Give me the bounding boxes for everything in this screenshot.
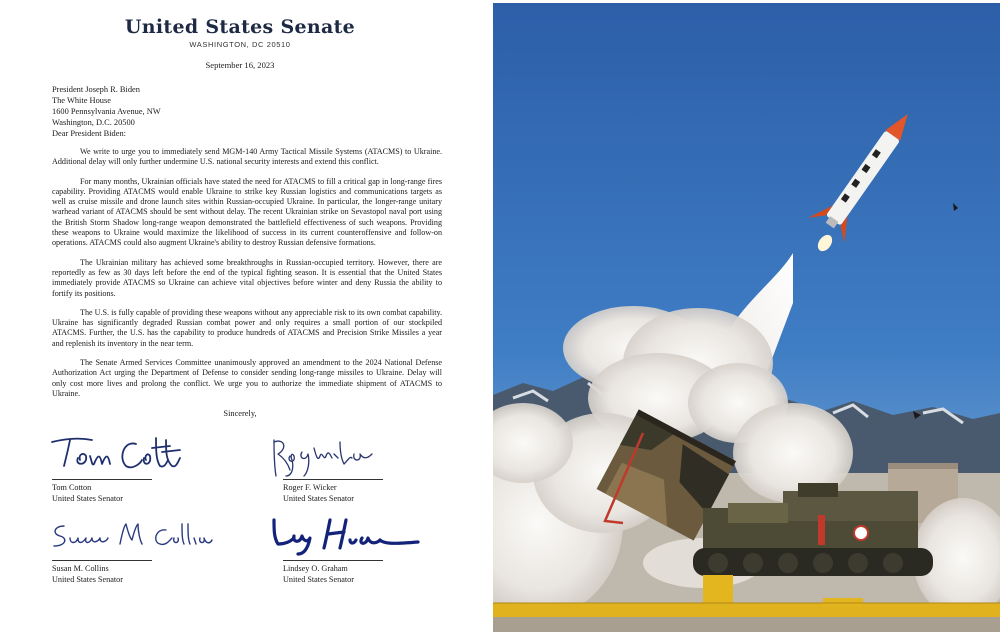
- signature-block-collins: [52, 560, 152, 585]
- signature-line: [52, 560, 152, 561]
- yellow-barrier: [493, 603, 1000, 617]
- atacms-launch-photo: [493, 3, 1000, 632]
- signature-roger-wicker: [268, 432, 378, 482]
- recipient-line: President Joseph R. Biden: [52, 85, 140, 94]
- signature-block-graham: [283, 560, 383, 585]
- warning-sign: [854, 526, 868, 540]
- letterhead-address: WASHINGTON, DC 20510: [189, 40, 291, 49]
- signature-susan-collins: [48, 518, 218, 556]
- letter-body: [52, 147, 442, 408]
- signature-block-wicker: [283, 479, 383, 504]
- signature-line: [283, 560, 383, 561]
- body-paragraph: The Ukrainian military has achieved some breakthroughs in Russian-occupied territory. However, there are reportedly as few as 30 days left before the end of the typical fighting season. It is essential that the United States immediately provide ATACMS so Ukraine can achieve vital objectives before winter and deny Russia the ability to fortify its positions.: [52, 257, 442, 298]
- signature-lindsey-graham: [268, 514, 428, 558]
- missile-launch-image: [493, 3, 1000, 632]
- body-paragraph: We write to urge you to immediately send MGM-140 Army Tactical Missile Systems (ATACMS) to Ukraine. Additional delay will only further undermine U.S. national security interests and extend this conflict.: [52, 147, 442, 167]
- closing: Sincerely,: [223, 409, 257, 418]
- recipient-address: [52, 84, 161, 128]
- recipient-line: 1600 Pennsylvania Avenue, NW: [52, 107, 161, 116]
- signature-tom-cotton: [48, 428, 183, 478]
- body-paragraph: The U.S. is fully capable of providing these weapons without any appreciable risk to its own combat capability. Ukraine has significantly degraded Russian combat power and only requires a small portion of our stockpiled ATACMS. Further, the U.S. has the capability to produce hundreds of ATACMS and Precision Strike Missiles a year and replenish its inventory in the near term.: [52, 307, 442, 348]
- senator-title: United States Senator: [283, 493, 354, 503]
- letter-date: September 16, 2023: [205, 60, 275, 70]
- senator-title: United States Senator: [52, 493, 123, 503]
- signature-line: [283, 479, 383, 480]
- body-paragraph: For many months, Ukrainian officials have stated the need for ATACMS to fill a critical gap in long-range fires capability. Providing ATACMS would enable Ukraine to strike key Russian logistics and communications targets as well as cruise missile and drone launch sites within Russian-occupied Ukraine. In particular, the longer-range unitary warhead variant of ATACMS should be sent without delay. The recent Ukrainian strike on Sevastopol naval port using the British Storm Shadow long-range weapon demonstrated the battlefield effectiveness of such weapons. Providing these weapons to Ukraine would maximize the likelihood of success in its current counteroffensive and follow-on operations. ATACMS could also augment Ukraine's ability to destroy Russian defensive formations.: [52, 176, 442, 248]
- senator-name: Roger F. Wicker: [283, 483, 337, 492]
- body-paragraph: The Senate Armed Services Committee unanimously approved an amendment to the 2024 National Defense Authorization Act urging the Department of Defense to consider sending long-range missiles to Ukraine. Delay will only cost more lives and prolong the conflict. We urge you to authorize the immediate shipment of ATACMS to Ukraine.: [52, 358, 442, 398]
- senator-name: Tom Cotton: [52, 483, 92, 492]
- senator-name: Susan M. Collins: [52, 564, 109, 573]
- recipient-line: The White House: [52, 96, 111, 105]
- senator-name: Lindsey O. Graham: [283, 564, 348, 573]
- letterhead-title: United States Senate: [124, 16, 356, 38]
- senator-title: United States Senator: [283, 574, 354, 584]
- signature-block-cotton: [52, 479, 152, 504]
- senate-letter: [0, 0, 480, 635]
- senator-title: United States Senator: [52, 574, 123, 584]
- salutation: Dear President Biden:: [52, 129, 126, 138]
- signature-line: [52, 479, 152, 480]
- recipient-line: Washington, D.C. 20500: [52, 118, 135, 127]
